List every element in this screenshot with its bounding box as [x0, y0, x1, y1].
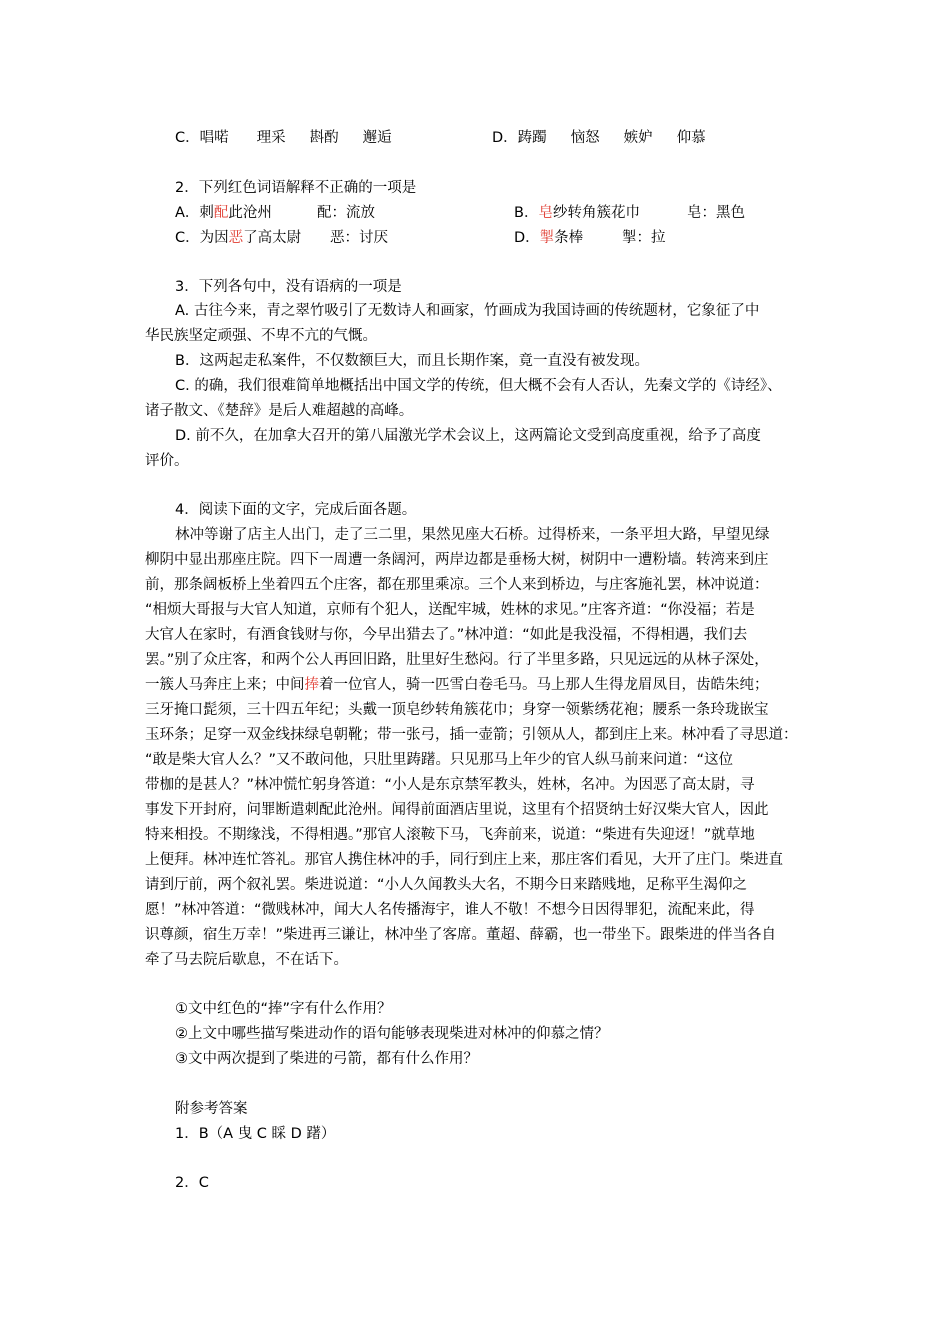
passage-line: 罢。”别了众庄客，和两个公人再回旧路，肚里好生愁闷。行了半里多路，只见远远的从林子深处， [145, 652, 769, 668]
passage-line: 愿！”林冲答道：“微贱林冲，闻大人名传播海宇，谁人不敬！不想今日因得罪犯，流配来此，得 [145, 902, 755, 918]
passage-line: 牵了马去院后歇息，不在话下。 [145, 952, 348, 968]
option-label: C． [175, 130, 200, 146]
option-word: 斟酌 [309, 130, 339, 146]
red-word: 捧 [304, 677, 319, 693]
q4-question: ①文中红色的“捧”字有什么作用？ [175, 1001, 392, 1017]
passage-line: 识尊颜，宿生万幸！”柴进再三谦让，林冲坐了客席。董超、薛霸，也一带坐下。跟柴进的伴当各自 [145, 927, 777, 943]
option-label: A． [175, 205, 200, 221]
option-text: 纱转角簇花巾 [552, 205, 640, 221]
answer-1: 1．B（A 曳 C 睬 D 躇） [175, 1126, 336, 1142]
passage-line: “敢是柴大官人么？”又不敢问他，只肚里踌躇。只见那马上年少的官人纵马前来问道：“这位 [145, 752, 734, 768]
q2-stem: 2．下列红色词语解释不正确的一项是 [175, 180, 417, 196]
q2-option-b [514, 203, 640, 223]
answer-2: 2．C [175, 1175, 209, 1191]
option-label: D． [514, 230, 540, 246]
q3-line: C. 的确，我们很难简单地概括出中国文学的传统，但大概不会有人否认，先秦文学的《诗经》、 [175, 378, 782, 394]
passage-line: 三牙掩口髭须，三十四五年纪；头戴一顶皂纱转角簇花巾；身穿一领紫绣花袍；腰系一条玲珑嵌宝 [145, 702, 769, 718]
option-word: 唱喏 [199, 130, 229, 146]
q2-gloss-a: 配：流放 [317, 205, 375, 221]
q3-line: 诸子散文、《楚辞》是后人难超越的高峰。 [145, 403, 414, 419]
option-word: 理采 [256, 130, 286, 146]
option-word: 踌躅 [517, 130, 547, 146]
q3-line: 评价。 [145, 453, 189, 469]
q3-line: A. 古往今来，青之翠竹吸引了无数诗人和画家，竹画成为我国诗画的传统题材，它象征了中 [175, 303, 760, 319]
option-label: C． [175, 230, 200, 246]
option-text: 为因 [199, 230, 229, 246]
passage-line [145, 675, 769, 695]
q2-option-d [514, 228, 583, 248]
q3-line: 华民族坚定顽强、不卑不亢的气慨。 [145, 328, 377, 344]
q1-option-d [492, 128, 706, 148]
passage-line: 玉环条；足穿一双金线抹绿皂朝靴；带一张弓，插一壶箭；引领从人，都到庄上来。林冲看了寻思道： [145, 727, 798, 743]
passage-line: 前，那条阔板桥上坐着四五个庄客，都在那里乘凉。三个人来到桥边，与庄客施礼罢，林冲说道： [145, 577, 769, 593]
passage-line: 柳阴中显出那座庄院。四下一周遭一条阔河，两岸边都是垂杨大树，树阴中一遭粉墙。转湾来到庄 [145, 552, 769, 568]
option-word: 邂逅 [362, 130, 392, 146]
q4-question: ②上文中哪些描写柴进动作的语句能够表现柴进对林冲的仰慕之情？ [175, 1026, 609, 1042]
q4-stem: 4．阅读下面的文字，完成后面各题。 [175, 502, 417, 518]
option-word: 仰慕 [676, 130, 706, 146]
q3-line: D. 前不久，在加拿大召开的第八届激光学术会议上，这两篇论文受到高度重视，给予了高度 [175, 428, 761, 444]
q3-line: B．这两起走私案件，不仅数额巨大，而且长期作案，竟一直没有被发现。 [175, 353, 649, 369]
option-word: 嫉妒 [623, 130, 653, 146]
q2-gloss-c: 恶：讨厌 [330, 230, 388, 246]
q2-option-c [175, 228, 301, 248]
red-word: 恶 [228, 230, 244, 246]
red-word: 掣 [539, 230, 555, 246]
red-word: 皂 [538, 205, 553, 221]
passage-text: 一簇人马奔庄上来；中间 [145, 677, 305, 693]
passage-line: 特来相投。不期缘浅，不得相遇。”那官人滚鞍下马，飞奔前来，说道：“柴进有失迎迓！”就草地 [145, 827, 755, 843]
option-text: 此沧州 [228, 205, 272, 221]
passage-line: 林冲等谢了店主人出门，走了三二里，果然见座大石桥。过得桥来，一条平坦大路，早望见绿 [175, 527, 770, 543]
q2-gloss-b: 皂：黑色 [687, 205, 745, 221]
option-text: 了高太尉 [243, 230, 302, 246]
option-label: B． [514, 205, 539, 221]
option-label: D． [492, 130, 518, 146]
option-text: 条棒 [554, 230, 584, 246]
passage-text: 着一位官人，骑一匹雪白卷毛马。马上那人生得龙眉凤目，齿皓朱纯； [319, 677, 769, 693]
option-text: 刺 [199, 205, 214, 221]
q1-option-c [175, 128, 392, 148]
q2-gloss-d: 掣：拉 [622, 230, 666, 246]
passage-line: 事发下开封府，问罪断遣刺配此沧州。闻得前面酒店里说，这里有个招贤纳士好汉柴大官人，因此 [145, 802, 769, 818]
option-word: 恼怒 [570, 130, 600, 146]
answers-heading: 附参考答案 [175, 1101, 248, 1117]
q4-question: ③文中两次提到了柴进的弓箭，都有什么作用？ [175, 1051, 478, 1067]
passage-line: 上便拜。林冲连忙答礼。那官人携住林冲的手，同行到庄上来，那庄客们看见，大开了庄门。柴进直 [145, 852, 783, 868]
passage-line: 请到厅前，两个叙礼罢。柴进说道：“小人久闻教头大名，不期今日来踏贱地，足称平生渴仰之 [145, 877, 748, 893]
passage-line: “相烦大哥报与大官人知道，京师有个犯人，送配牢城，姓林的求见。”庄客齐道：“你没福；若是 [145, 602, 755, 618]
red-word: 配 [213, 205, 229, 221]
passage-line: 带枷的是甚人？”林冲慌忙躬身答道：“小人是东京禁军教头，姓林，名冲。为因恶了高太尉，寻 [145, 777, 755, 793]
q2-option-a [175, 203, 272, 223]
q3-stem: 3．下列各句中，没有语病的一项是 [175, 279, 402, 295]
passage-line: 大官人在家时，有酒食钱财与你，今早出猎去了。”林冲道：“如此是我没福，不得相遇，我们去 [145, 627, 748, 643]
